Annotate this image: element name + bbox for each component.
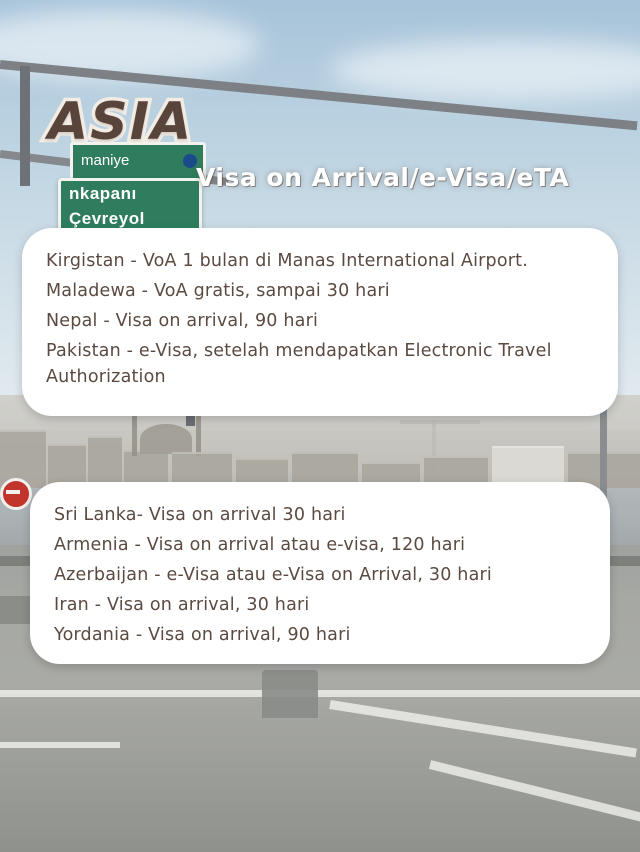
road-marking [0,690,640,697]
page-subtitle: Visa on Arrival/e-Visa/eTA [196,163,570,192]
road-sign-top-text: maniye [81,152,130,169]
info-line: Nepal - Visa on arrival, 90 hari [46,311,319,331]
road-sign-line-1: nkapanı [69,184,137,203]
info-line: Iran - Visa on arrival, 30 hari [54,595,310,615]
info-card-2 [30,482,610,664]
traffic-island [262,670,318,718]
info-line: Armenia - Visa on arrival atau e-visa, 120 hari [54,535,466,555]
road-sign-line-2: Çevreyol [69,209,145,228]
info-line: Pakistan - e-Visa, setelah mendapatkan Electronic Travel Authorization [46,341,552,387]
mosque-dome [140,424,192,454]
info-line: Yordania - Visa on arrival, 90 hari [54,625,351,645]
info-line: Sri Lanka- Visa on arrival 30 hari [54,505,346,525]
page-title: ASIA [48,92,194,152]
info-line: Azerbaijan - e-Visa atau e-Visa on Arrival, 30 hari [54,565,492,585]
sign-post [20,66,30,186]
info-line: Kirgistan - VoA 1 bulan di Manas International Airport. [46,251,528,271]
info-card-1 [22,228,618,416]
no-entry-sign [0,478,32,510]
info-line: Maladewa - VoA gratis, sampai 30 hari [46,281,390,301]
sign-badge [183,154,197,168]
road-marking [0,742,120,748]
